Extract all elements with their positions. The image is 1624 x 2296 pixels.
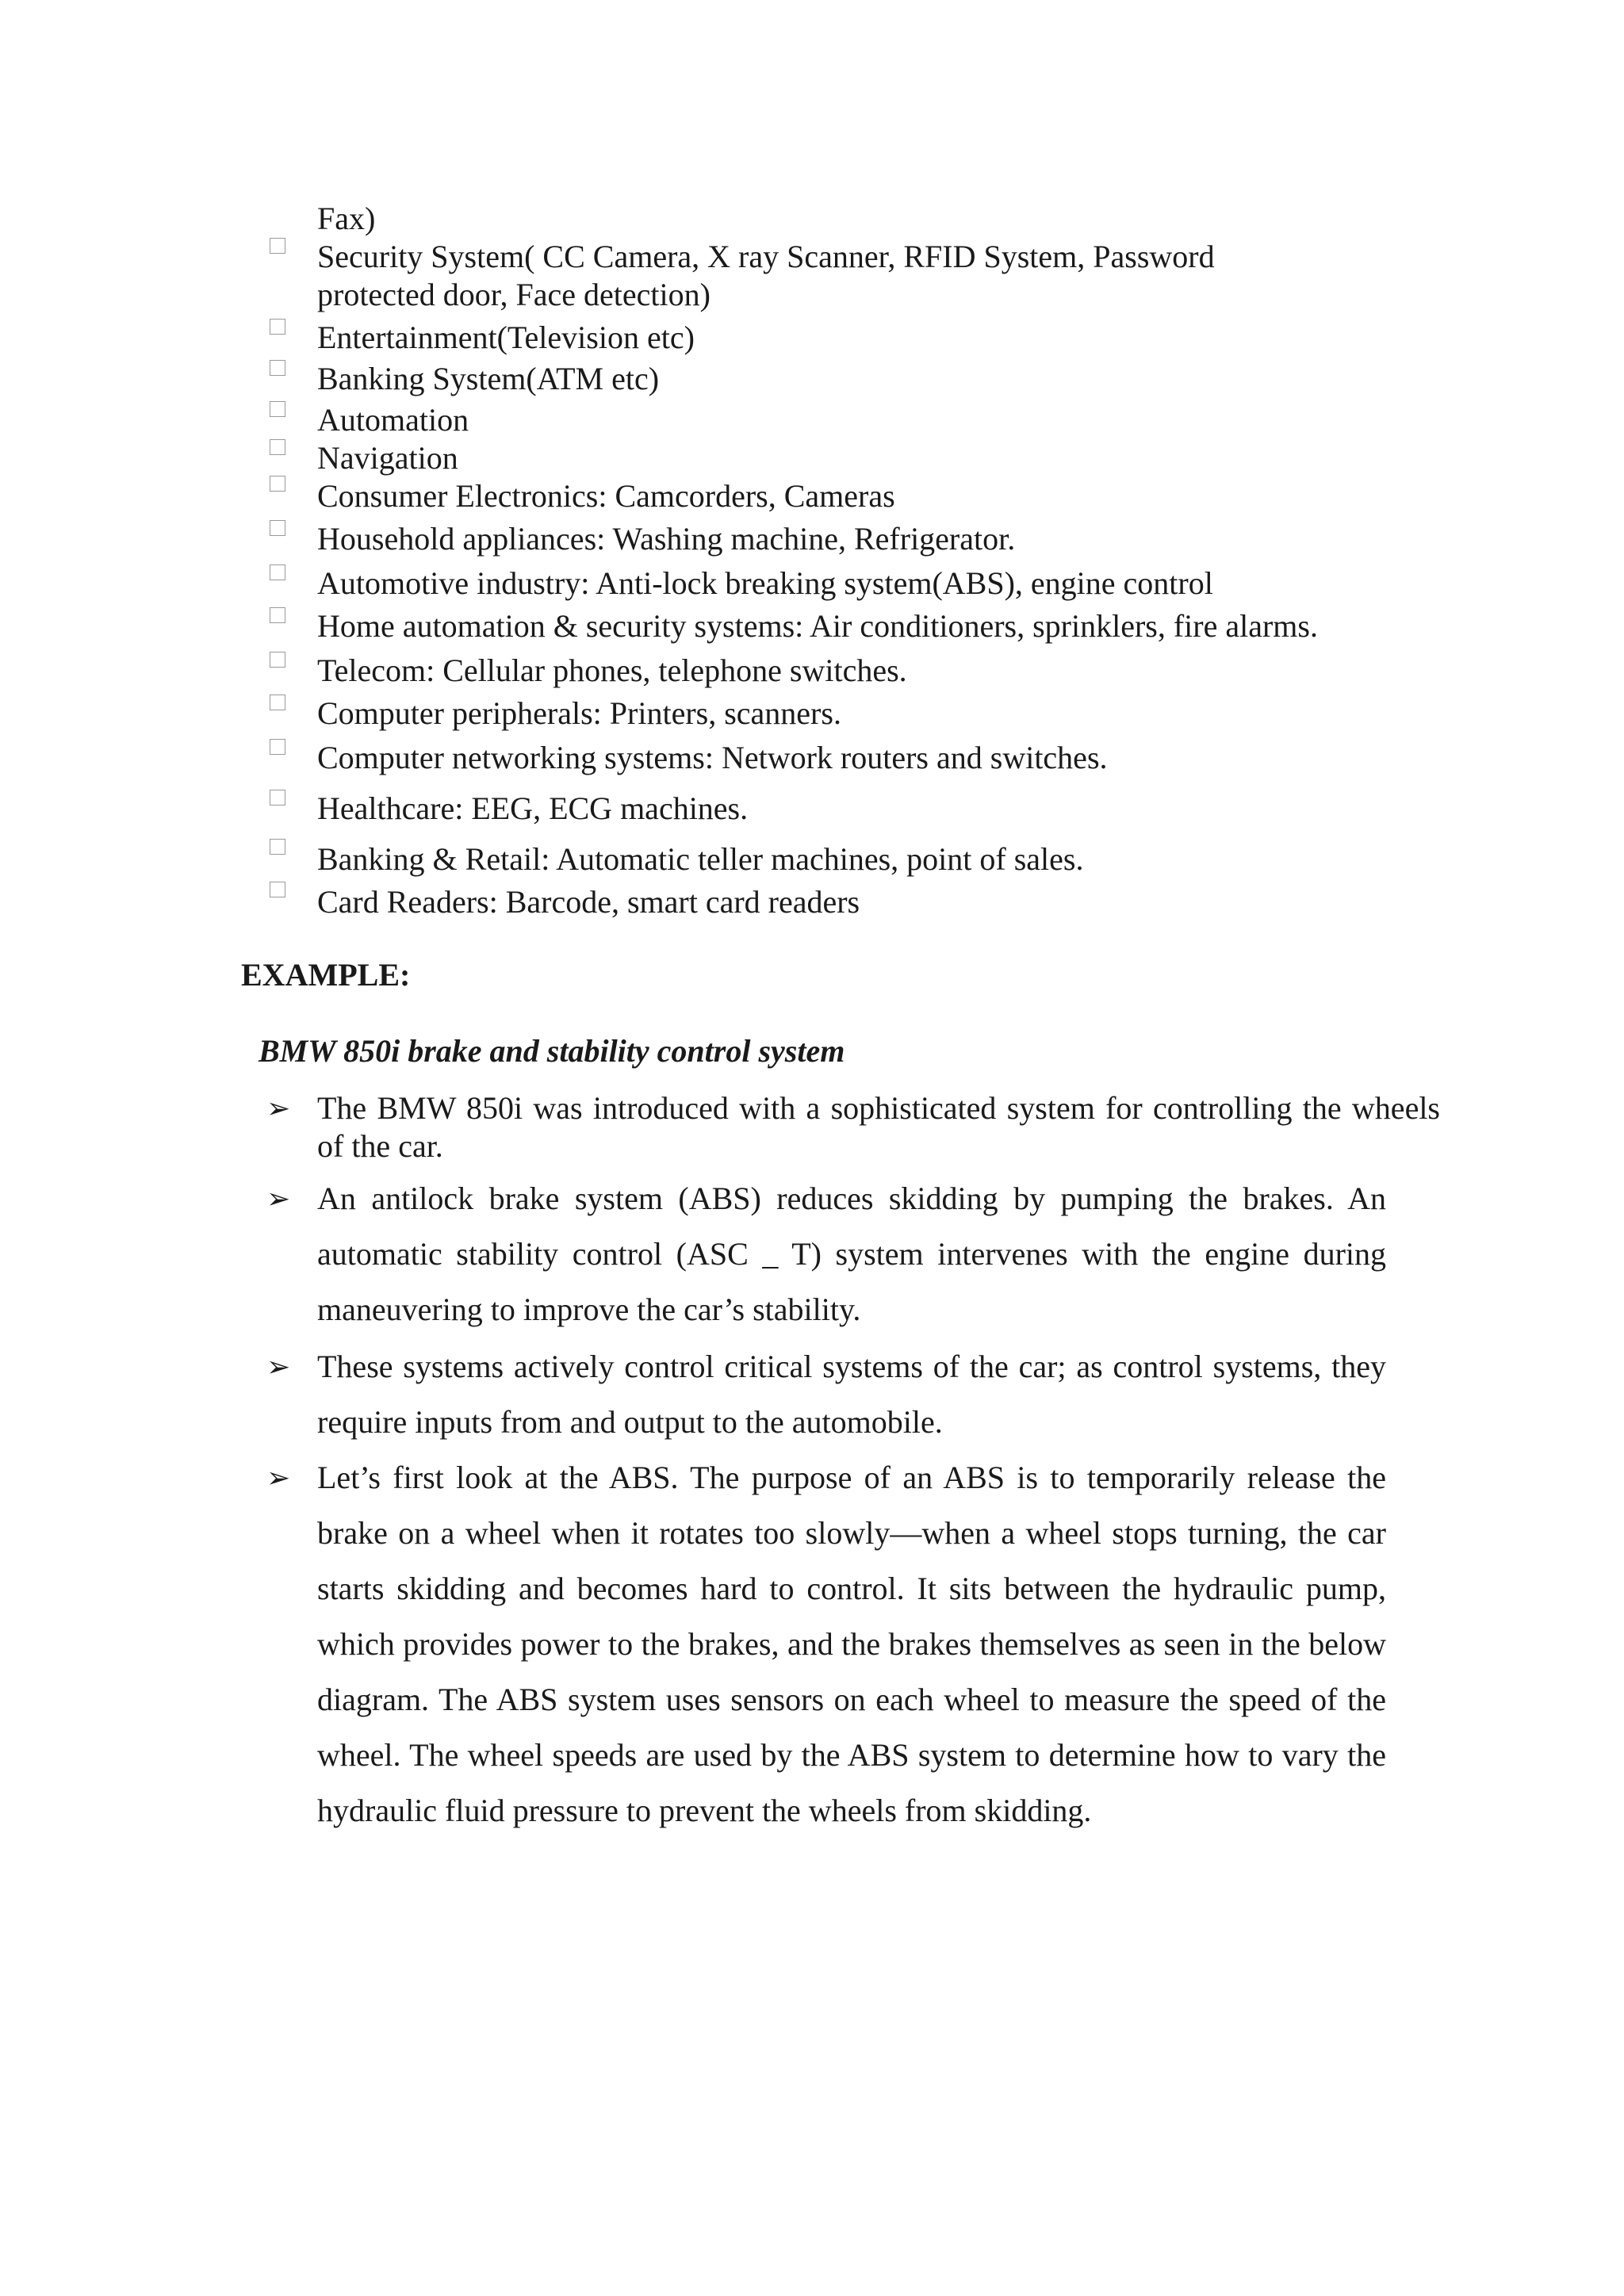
checkbox-icon	[270, 790, 285, 806]
list-item: Telecom: Cellular phones, telephone switches.	[317, 652, 907, 688]
list-item: Automotive industry: Anti-lock breaking system(ABS), engine control	[317, 565, 1213, 601]
arrow-bullet-icon: ➢	[266, 1093, 291, 1124]
list-item: Consumer Electronics: Camcorders, Cameras	[317, 478, 895, 514]
checkbox-icon	[270, 739, 285, 755]
checkbox-icon	[270, 238, 285, 254]
bullet-paragraph: An antilock brake system (ABS) reduces skidding by pumping the brakes. An automatic stability control (ASC _ T) system intervenes with the engine during maneuvering to improve the car’s stability.	[317, 1181, 1386, 1327]
section-heading: EXAMPLE:	[241, 957, 411, 993]
list-item: Home automation & security systems: Air conditioners, sprinklers, fire alarms.	[317, 608, 1318, 644]
list-item: Banking & Retail: Automatic teller machines, point of sales.	[317, 841, 1084, 877]
section-subheading: BMW 850i brake and stability control system	[259, 1033, 845, 1069]
list-item: Household appliances: Washing machine, Refrigerator.	[317, 521, 1016, 557]
checkbox-icon	[270, 401, 285, 417]
bullet-paragraph: These systems actively control critical systems of the car; as control systems, they require inputs from and output to the automobile.	[317, 1349, 1386, 1440]
list-item: Automation	[317, 402, 469, 438]
list-item: Computer peripherals: Printers, scanners.	[317, 695, 841, 731]
checkbox-icon	[270, 476, 285, 492]
checkbox-icon	[270, 360, 285, 376]
checkbox-icon	[270, 695, 285, 710]
list-item: Banking System(ATM etc)	[317, 361, 660, 396]
checkbox-icon	[270, 520, 285, 536]
checkbox-icon	[270, 882, 285, 897]
list-item: Security System( CC Camera, X ray Scanner, RFID System, Password	[317, 239, 1215, 274]
list-item: Card Readers: Barcode, smart card readers	[317, 884, 860, 920]
arrow-bullet-icon: ➢	[266, 1462, 291, 1494]
arrow-bullet-icon: ➢	[266, 1183, 291, 1215]
checkbox-icon	[270, 652, 285, 668]
bullet-paragraph: The BMW 850i was introduced with a sophisticated system for controlling the wheels of the car.	[317, 1090, 1440, 1164]
list-item: Computer networking systems: Network routers and switches.	[317, 740, 1108, 775]
list-item: Healthcare: EEG, ECG machines.	[317, 790, 749, 826]
bullet-paragraph: Let’s first look at the ABS. The purpose of an ABS is to temporarily release the brake on a wheel when it rotates too slowly—when a wheel stops turning, the car starts skidding and becomes hard to control. It sits between the hydraulic pump, which provides power to the brakes, and the brakes themselves as seen in the below diagram. The ABS system uses sensors on each wheel to measure the speed of the wheel. The wheel speeds are used by the ABS system to determine how to vary the hydraulic fluid pressure to prevent the wheels from skidding.	[317, 1460, 1386, 1828]
arrow-bullet-icon: ➢	[266, 1351, 291, 1383]
list-item: Navigation	[317, 440, 458, 476]
checkbox-icon	[270, 607, 285, 623]
checkbox-icon	[270, 839, 285, 855]
list-item: Entertainment(Television etc)	[317, 320, 695, 355]
list-item: protected door, Face detection)	[317, 277, 710, 312]
checkbox-icon	[270, 319, 285, 335]
checkbox-icon	[270, 564, 285, 580]
checkbox-icon	[270, 439, 285, 455]
list-continuation: Fax)	[317, 201, 376, 236]
